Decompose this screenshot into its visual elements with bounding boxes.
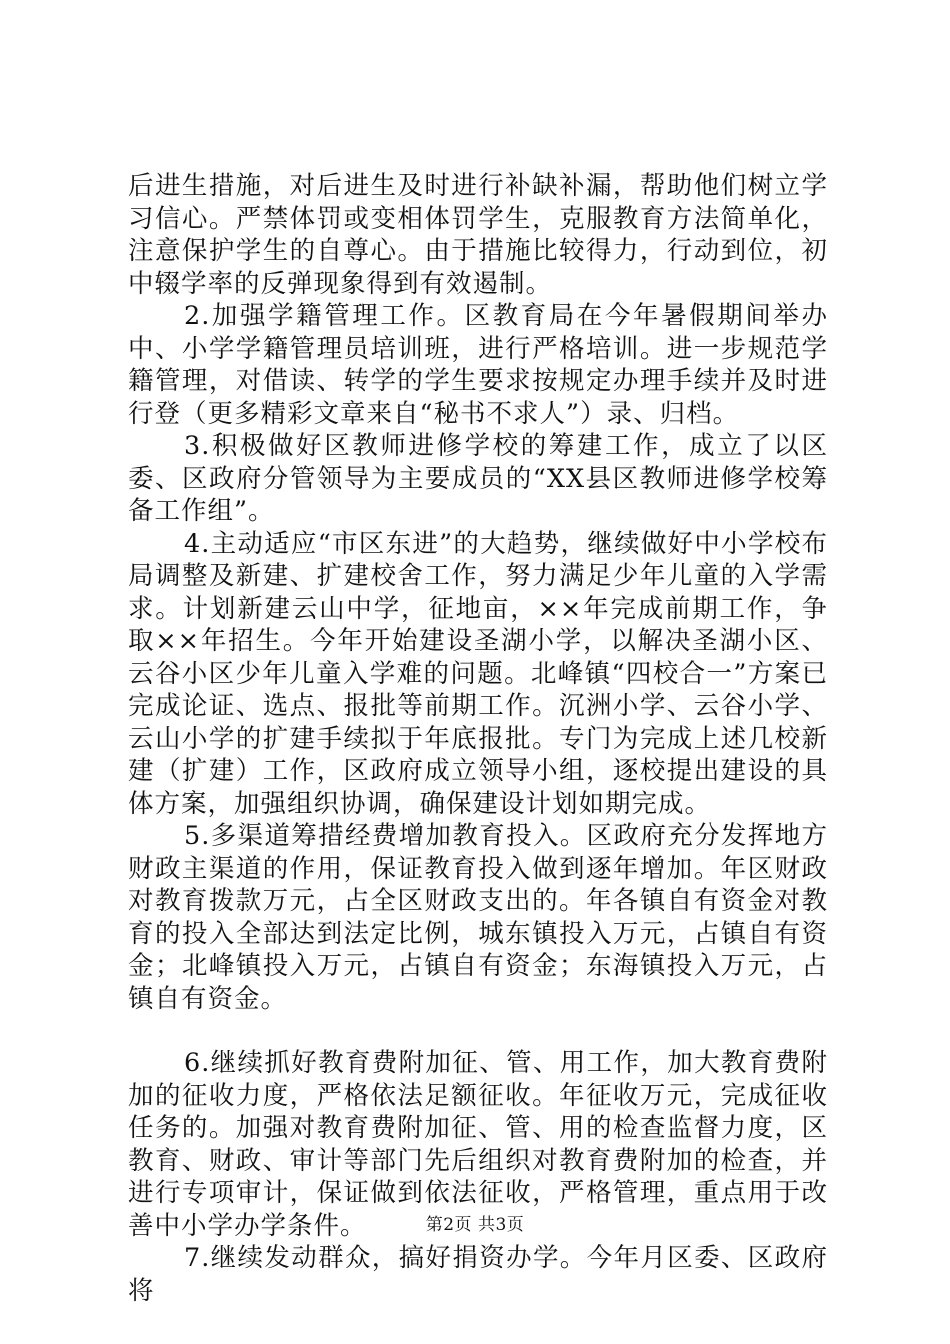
- paragraph-item-7: 7.继续发动群众，搞好捐资办学。今年月区委、区政府将: [128, 1243, 828, 1306]
- paragraph-item-2: 2.加强学籍管理工作。区教育局在今年暑假期间举办中、小学学籍管理员培训班，进行严格培训。进一步规范学籍管理，对借读、转学的学生要求按规定办理手续并及时进行登（更多精彩文章来自“秘书不求人”）录、归档。: [128, 301, 828, 429]
- paragraph-item-6: 6.继续抓好教育费附加征、管、用工作，加大教育费附加的征收力度，严格依法足额征收。年征收万元，完成征收任务的。加强对教育费附加征、管、用的检查监督力度，区教育、财政、审计等部门先后组织对教育费附加的检查，并进行专项审计，保证做到依法征收，严格管理，重点用于改善中小学办学条件。: [128, 1048, 828, 1241]
- paragraph-item-3: 3.积极做好区教师进修学校的筹建工作，成立了以区委、区政府分管领导为主要成员的“XX县区教师进修学校筹备工作组”。: [128, 431, 828, 526]
- paragraph-item-5: 5.多渠道筹措经费增加教育投入。区政府充分发挥地方财政主渠道的作用，保证教育投入做到逐年增加。年区财政对教育拨款万元，占全区财政支出的。年各镇自有资金对教育的投入全部达到法定比例，城东镇投入万元，占镇自有资金；北峰镇投入万元，占镇自有资金；东海镇投入万元，占镇自有资金。: [128, 821, 828, 1014]
- document-body: [128, 170, 828, 1307]
- page-number-footer: 第2页 共3页: [425, 1215, 525, 1235]
- paragraph-continuation: 后进生措施，对后进生及时进行补缺补漏，帮助他们树立学习信心。严禁体罚或变相体罚学生，克服教育方法简单化，注意保护学生的自尊心。由于措施比较得力，行动到位，初中辍学率的反弹现象得到有效遏制。: [128, 171, 828, 299]
- paragraph-item-4: 4.主动适应“市区东进”的大趋势，继续做好中小学校布局调整及新建、扩建校舍工作，努力满足少年儿童的入学需求。计划新建云山中学，征地亩，××年完成前期工作，争取××年招生。今年开始建设圣湖小学，以解决圣湖小区、云谷小区少年儿童入学难的问题。北峰镇“四校合一”方案已完成论证、选点、报批等前期工作。沉洲小学、云谷小学、云山小学的扩建手续拟于年底报批。专门为完成上述几校新建（扩建）工作，区政府成立领导小组，逐校提出建设的具体方案，加强组织协调，确保建设计划如期完成。: [128, 528, 828, 819]
